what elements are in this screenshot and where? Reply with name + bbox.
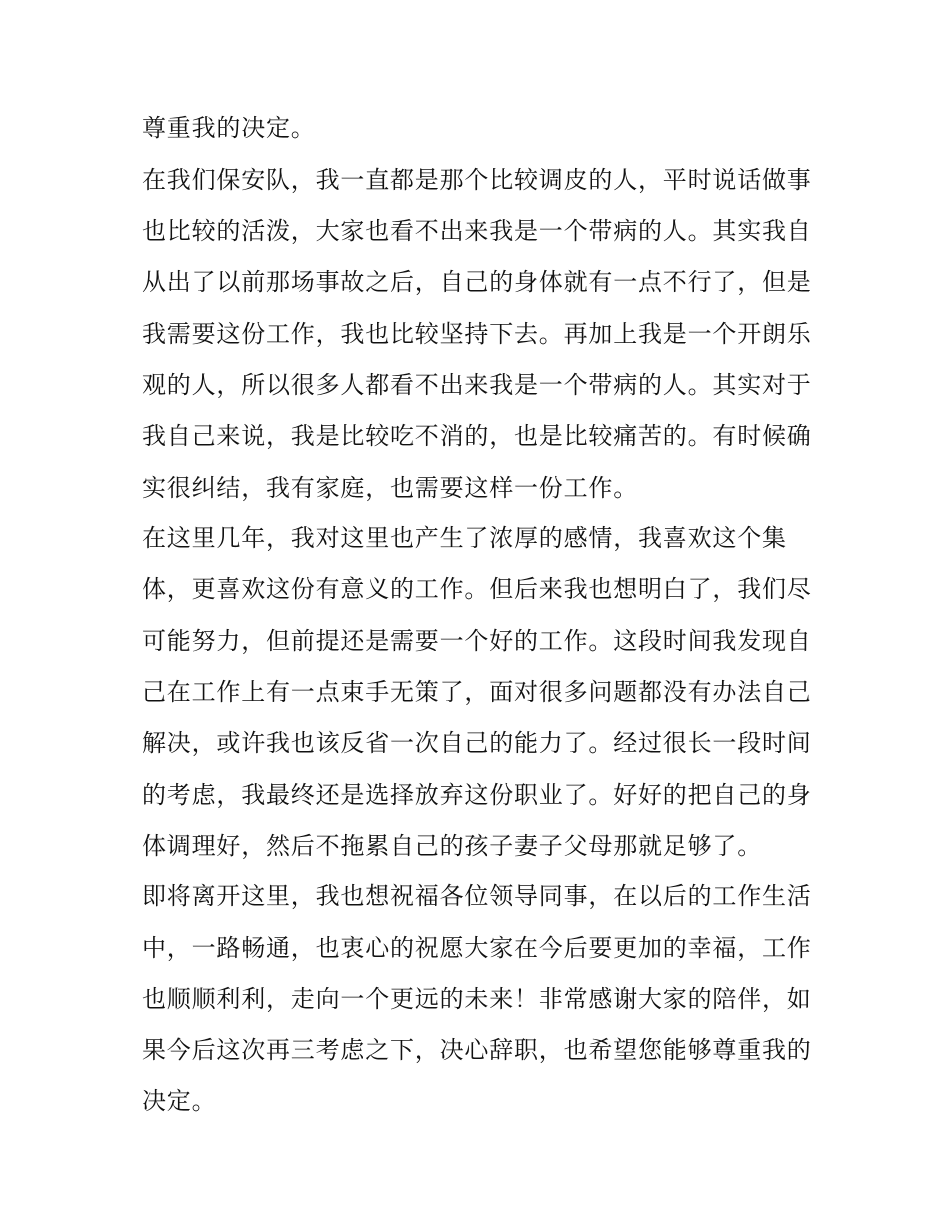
text-line: 在这里几年，我对这里也产生了浓厚的感情，我喜欢这个集: [142, 524, 787, 552]
text-line: 己在工作上有一点束手无策了，面对很多问题都没有办法自己: [142, 678, 812, 706]
text-line: 体，更喜欢这份有意义的工作。但后来我也想明白了，我们尽: [142, 575, 812, 603]
text-line: 观的人，所以很多人都看不出来我是一个带病的人。其实对于: [142, 371, 812, 399]
text-line: 体调理好，然后不拖累自己的孩子妻子父母那就足够了。: [142, 832, 762, 860]
text-line: 的考虑，我最终还是选择放弃这份职业了。好好的把自己的身: [142, 781, 812, 809]
text-line: 果今后这次再三考虑之下，决心辞职，也希望您能够尊重我的: [142, 1036, 812, 1064]
text-line: 尊重我的决定。: [142, 114, 316, 142]
text-line: 中，一路畅通，也衷心的祝愿大家在今后要更加的幸福，工作: [142, 934, 812, 962]
text-line: 我需要这份工作，我也比较坚持下去。再加上我是一个开朗乐: [142, 320, 812, 348]
text-line: 可能努力，但前提还是需要一个好的工作。这段时间我发现自: [142, 627, 812, 655]
text-line: 即将离开这里，我也想祝福各位领导同事，在以后的工作生活: [142, 882, 812, 910]
text-line: 也顺顺利利，走向一个更远的未来！非常感谢大家的陪伴，如: [142, 985, 812, 1013]
text-line: 解决，或许我也该反省一次自己的能力了。经过很长一段时间: [142, 729, 812, 757]
text-line: 在我们保安队，我一直都是那个比较调皮的人，平时说话做事: [142, 166, 812, 194]
text-line: 决定。: [142, 1087, 217, 1115]
text-line: 实很纠结，我有家庭，也需要这样一份工作。: [142, 474, 638, 502]
text-line: 也比较的活泼，大家也看不出来我是一个带病的人。其实我自: [142, 217, 812, 245]
text-line: 我自己来说，我是比较吃不消的，也是比较痛苦的。有时候确: [142, 422, 812, 450]
text-line: 从出了以前那场事故之后，自己的身体就有一点不行了，但是: [142, 268, 812, 296]
